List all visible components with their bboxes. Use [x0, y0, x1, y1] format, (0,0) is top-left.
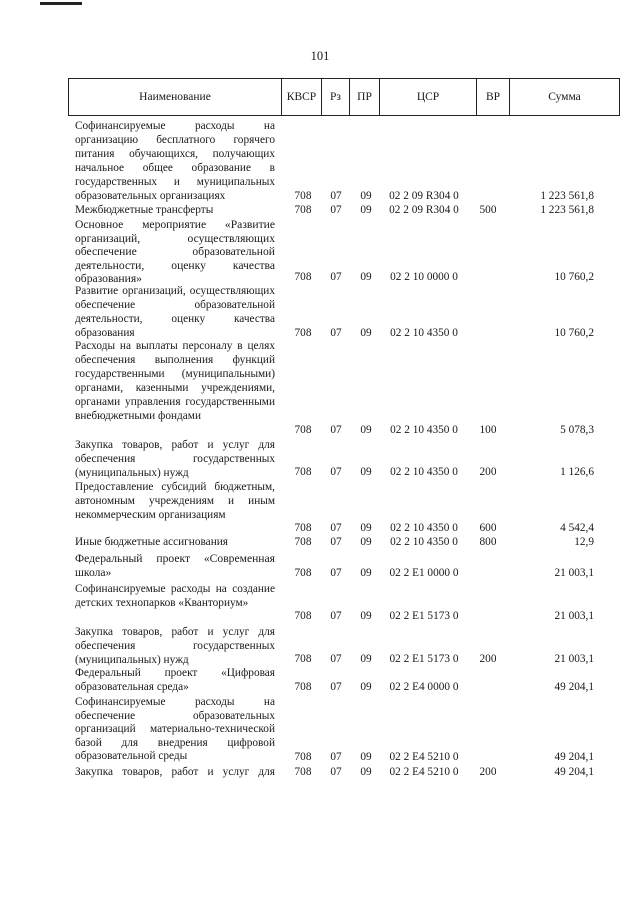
- row-pr: 09: [360, 466, 372, 478]
- row-name: Иные бюджетные ассигнования: [75, 536, 228, 548]
- table-row: [0, 284, 640, 340]
- row-sum: 10 760,2: [554, 271, 594, 283]
- row-pr: 09: [360, 424, 372, 436]
- row-vr: 600: [479, 522, 497, 534]
- row-sum: 1 223 561,8: [540, 190, 594, 202]
- row-name: Межбюджетные трансферты: [75, 204, 214, 216]
- header-csr: ЦСР: [380, 79, 477, 115]
- row-name: Расходы на выплаты персоналу в целях обеспечения выполнения функций государственными (муниципальными) органами, казенными учреждениями, органами управления государственными внебюджетными фондами: [75, 340, 275, 422]
- row-rz: 07: [330, 751, 342, 763]
- table-row: [0, 218, 640, 284]
- row-sum: 12,9: [574, 536, 594, 548]
- row-kvsr: 708: [294, 466, 312, 478]
- row-name: Закупка товаров, работ и услуг для: [75, 766, 275, 778]
- row-rz: 07: [330, 271, 342, 283]
- row-pr: 09: [360, 190, 372, 202]
- row-kvsr: 708: [294, 681, 312, 693]
- row-pr: 09: [360, 610, 372, 622]
- row-vr: 100: [479, 424, 497, 436]
- row-name: Софинансируемые расходы на создание детских технопарков «Кванториум»: [75, 583, 275, 609]
- table-row: [0, 535, 640, 549]
- row-pr: 09: [360, 766, 372, 778]
- row-sum: 1 223 561,8: [540, 204, 594, 216]
- header-pr: ПР: [350, 79, 380, 115]
- row-csr: 02 2 E4 5210 0: [389, 751, 459, 763]
- row-rz: 07: [330, 766, 342, 778]
- table-row: [0, 765, 640, 779]
- row-vr: 200: [479, 653, 497, 665]
- row-csr: 02 2 10 4350 0: [390, 327, 458, 339]
- row-pr: 09: [360, 681, 372, 693]
- row-pr: 09: [360, 204, 372, 216]
- table-row: [0, 582, 640, 623]
- row-name: Федеральный проект «Цифровая образовательная среда»: [75, 667, 275, 693]
- header-vr: ВР: [477, 79, 510, 115]
- table-row: [0, 480, 640, 535]
- row-kvsr: 708: [294, 567, 312, 579]
- row-name: Софинансируемые расходы на организацию бесплатного горячего питания обучающихся, получающих начальное общее образование в государственных и муниципальных образовательных организациях: [75, 120, 275, 202]
- row-sum: 5 078,3: [560, 424, 594, 436]
- row-sum: 10 760,2: [554, 327, 594, 339]
- row-sum: 21 003,1: [554, 567, 594, 579]
- row-csr: 02 2 E1 5173 0: [389, 653, 459, 665]
- row-pr: 09: [360, 522, 372, 534]
- table-row: [0, 119, 640, 203]
- row-rz: 07: [330, 190, 342, 202]
- row-sum: 21 003,1: [554, 653, 594, 665]
- row-pr: 09: [360, 271, 372, 283]
- row-rz: 07: [330, 424, 342, 436]
- row-vr: 200: [479, 766, 497, 778]
- row-csr: 02 2 E4 0000 0: [389, 681, 459, 693]
- row-rz: 07: [330, 204, 342, 216]
- row-pr: 09: [360, 536, 372, 548]
- row-kvsr: 708: [294, 610, 312, 622]
- row-kvsr: 708: [294, 327, 312, 339]
- row-kvsr: 708: [294, 522, 312, 534]
- table-row: [0, 625, 640, 666]
- table-row: [0, 696, 640, 764]
- row-kvsr: 708: [294, 190, 312, 202]
- row-csr: 02 2 E1 5173 0: [389, 610, 459, 622]
- table-row: [0, 438, 640, 479]
- row-csr: 02 2 10 4350 0: [390, 466, 458, 478]
- row-csr: 02 2 10 4350 0: [390, 536, 458, 548]
- row-name: Федеральный проект «Современная школа»: [75, 552, 275, 579]
- row-rz: 07: [330, 610, 342, 622]
- row-rz: 07: [330, 522, 342, 534]
- header-rz: Рз: [322, 79, 350, 115]
- row-csr: 02 2 E4 5210 0: [389, 766, 459, 778]
- row-pr: 09: [360, 327, 372, 339]
- row-csr: 02 2 09 R304 0: [389, 190, 459, 202]
- row-csr: 02 2 10 0000 0: [390, 271, 458, 283]
- row-rz: 07: [330, 681, 342, 693]
- row-vr: 200: [479, 466, 497, 478]
- row-vr: 500: [479, 204, 497, 216]
- row-rz: 07: [330, 653, 342, 665]
- row-name: Основное мероприятие «Развитие организаций, осуществляющих обеспечение образовательной деятельности, оценку качества образования»: [75, 218, 275, 285]
- row-kvsr: 708: [294, 766, 312, 778]
- row-kvsr: 708: [294, 653, 312, 665]
- table-row: [0, 552, 640, 580]
- page-number: 101: [310, 49, 330, 63]
- header-sum: Сумма: [548, 91, 581, 103]
- row-csr: 02 2 10 4350 0: [390, 522, 458, 534]
- row-name: Предоставление субсидий бюджетным, автономным учреждениям и иным некоммерческим организациям: [75, 481, 275, 521]
- row-sum: 21 003,1: [554, 610, 594, 622]
- row-rz: 07: [330, 567, 342, 579]
- row-name: Закупка товаров, работ и услуг для обеспечения государственных (муниципальных) нужд: [75, 439, 275, 479]
- row-rz: 07: [330, 536, 342, 548]
- row-pr: 09: [360, 653, 372, 665]
- row-kvsr: 708: [294, 536, 312, 548]
- row-rz: 07: [330, 466, 342, 478]
- row-name: Закупка товаров, работ и услуг для обеспечения государственных (муниципальных) нужд: [75, 626, 275, 666]
- row-kvsr: 708: [294, 204, 312, 216]
- row-pr: 09: [360, 751, 372, 763]
- row-csr: 02 2 09 R304 0: [389, 204, 459, 216]
- row-sum: 4 542,4: [560, 522, 594, 534]
- table-row: [0, 203, 640, 217]
- row-sum: 1 126,6: [560, 466, 594, 478]
- corner-mark: [40, 2, 82, 5]
- header-name: Наименование: [69, 79, 282, 115]
- row-sum: 49 204,1: [554, 681, 594, 693]
- table-header: [68, 78, 620, 116]
- row-pr: 09: [360, 567, 372, 579]
- row-csr: 02 2 10 4350 0: [390, 424, 458, 436]
- row-name: Софинансируемые расходы на обеспечение образовательных организаций материально-технической базой для внедрения цифровой образовательной среды: [75, 696, 275, 763]
- row-sum: 49 204,1: [554, 766, 594, 778]
- row-kvsr: 708: [294, 271, 312, 283]
- row-rz: 07: [330, 327, 342, 339]
- row-kvsr: 708: [294, 424, 312, 436]
- header-kvsr: КВСР: [282, 79, 322, 115]
- table-row: [0, 340, 640, 437]
- row-kvsr: 708: [294, 751, 312, 763]
- table-row: [0, 666, 640, 694]
- row-csr: 02 2 E1 0000 0: [389, 567, 459, 579]
- row-sum: 49 204,1: [554, 751, 594, 763]
- row-name: Развитие организаций, осуществляющих обеспечение образовательной деятельности, оценку качества образования: [75, 285, 275, 339]
- row-vr: 800: [479, 536, 497, 548]
